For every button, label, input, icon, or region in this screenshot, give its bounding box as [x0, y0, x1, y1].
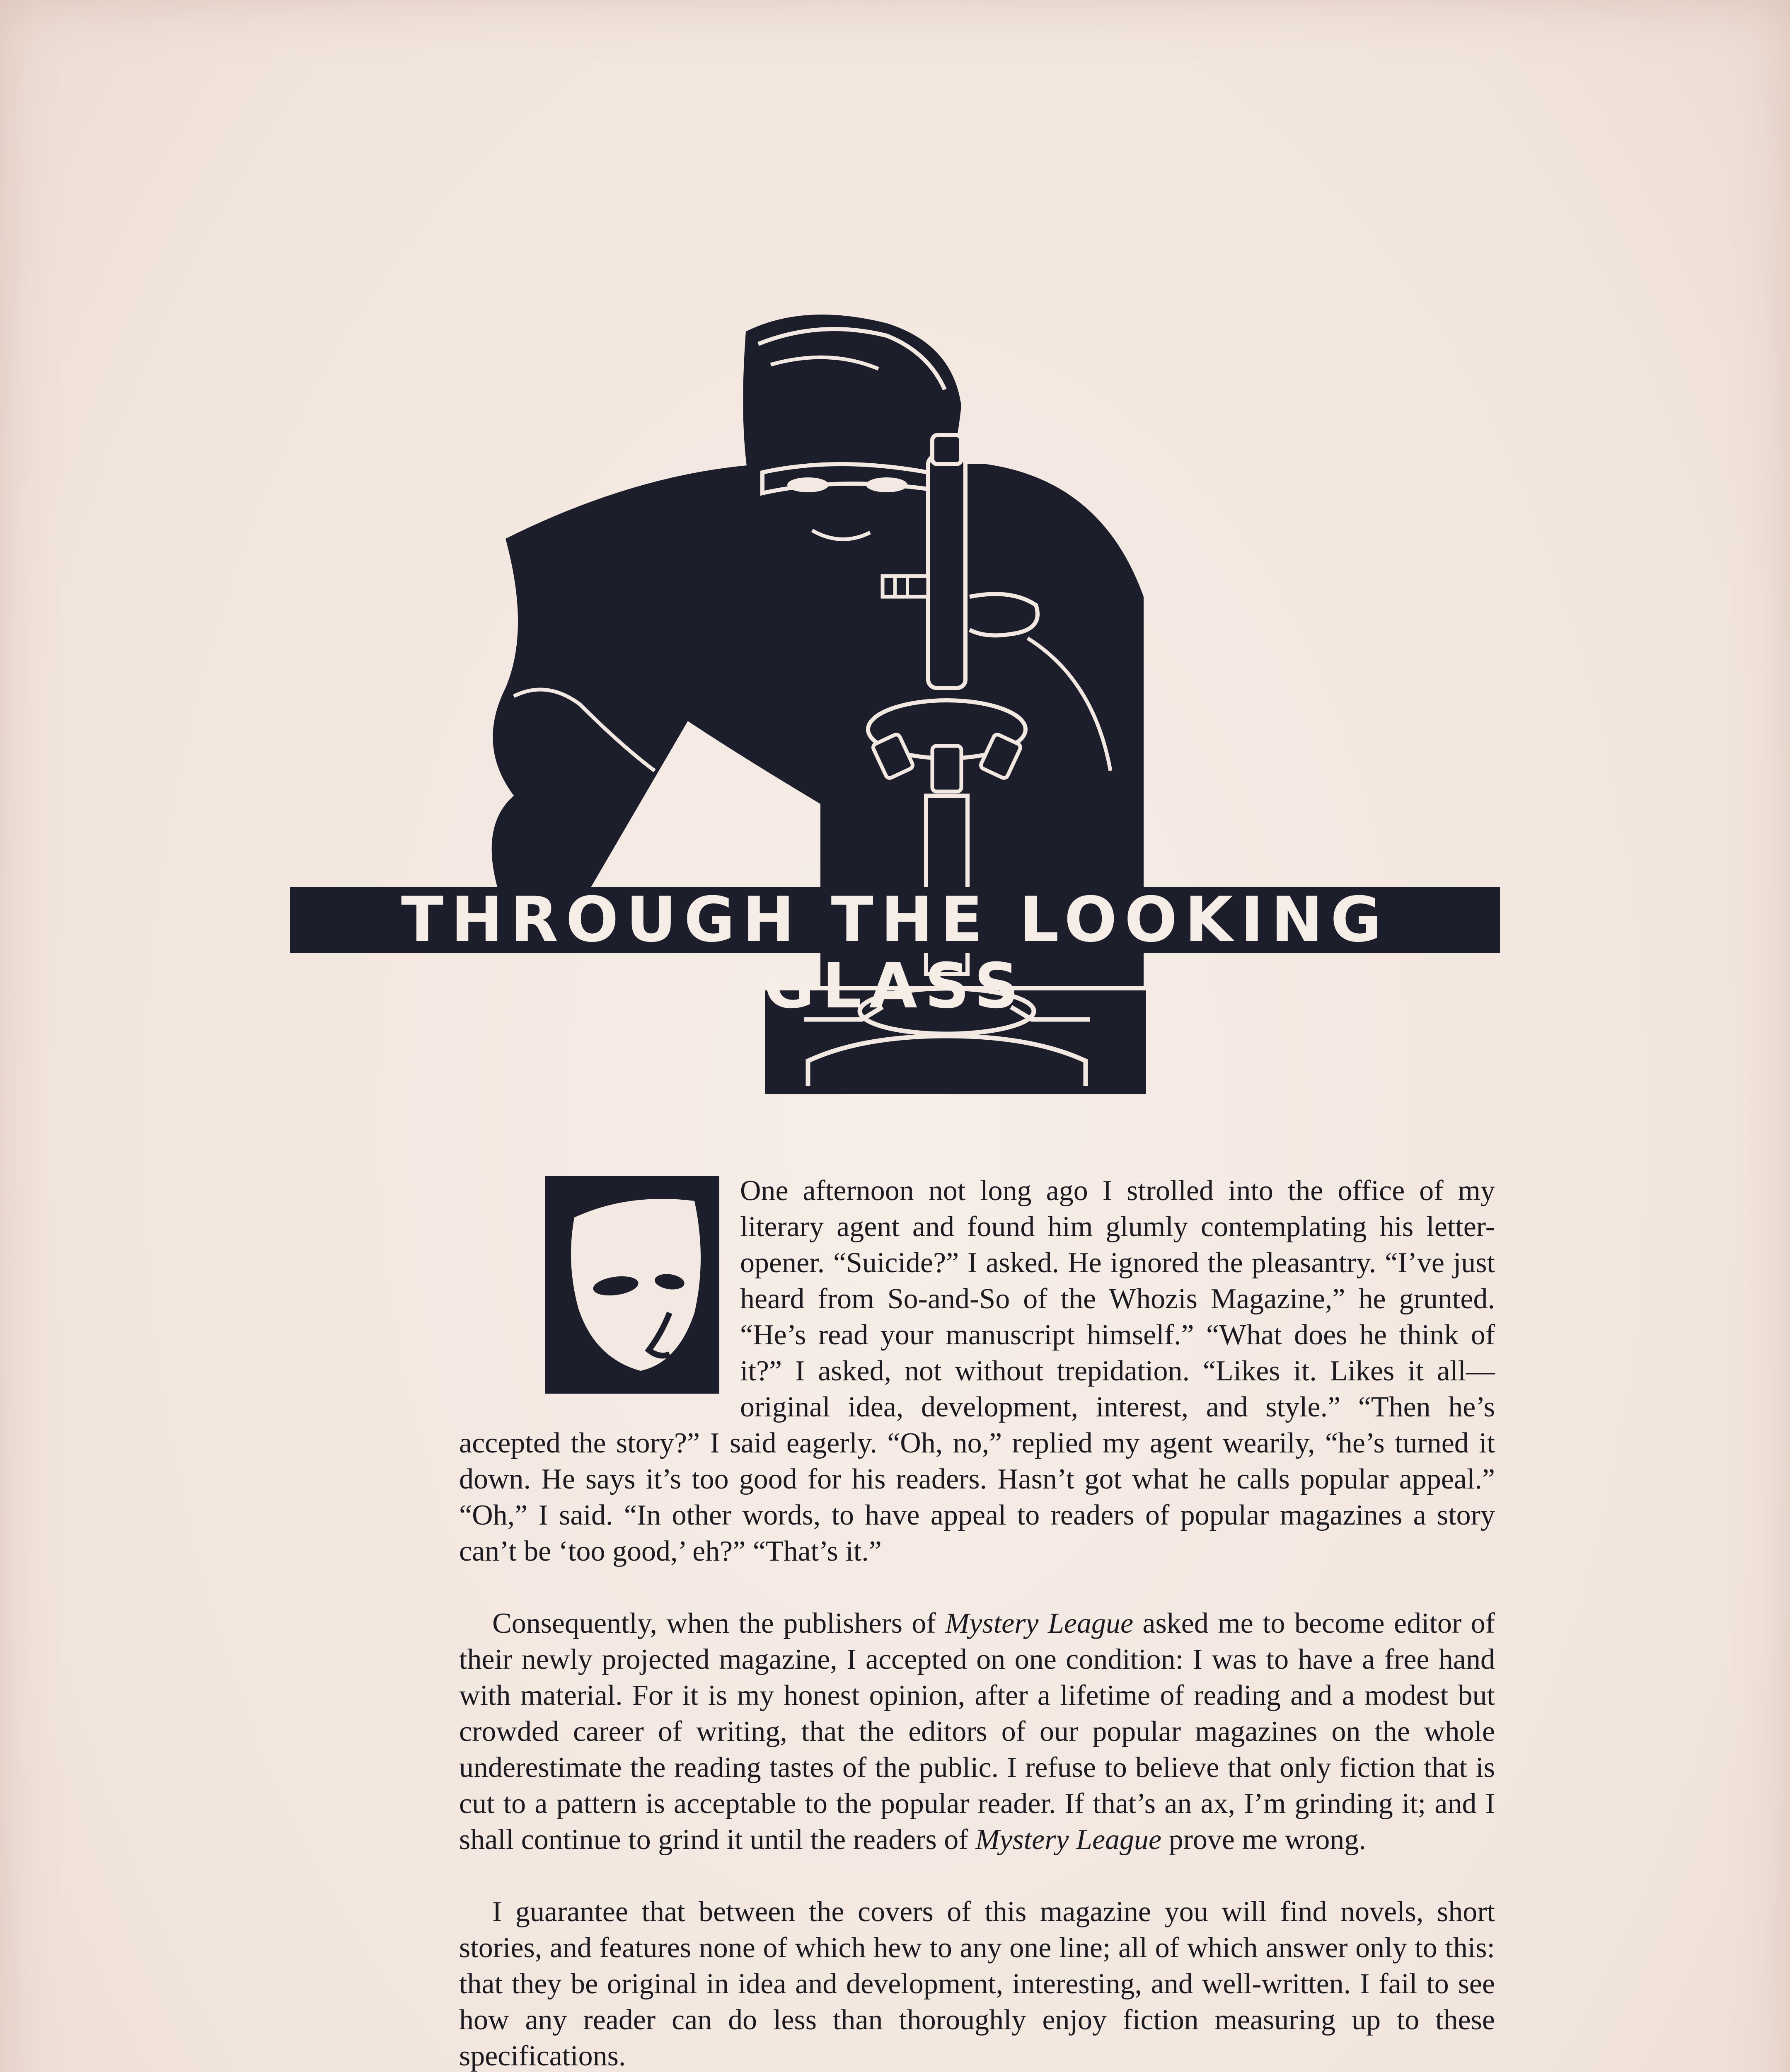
magazine-title-1: Mystery League [945, 1607, 1134, 1639]
page-title: THROUGH THE LOOKING GLASS [401, 884, 1389, 1022]
article-paragraph-2 [459, 1605, 1495, 1858]
paragraph-2-text-1: Consequently, when the publishers of [492, 1607, 946, 1639]
article-paragraph-3: I guarantee that between the covers of this magazine you will find novels, short stories, and features none of which hew to any one line; all of which answer only to this: that they be original in idea and development, interesting, and well-written. I fail to see how any reader can do less than thoroughly enjoy fiction measuring up to these specifications. [459, 1896, 1495, 2072]
article-body [459, 1173, 1495, 2072]
theater-mask-icon [545, 1176, 719, 1394]
paragraph-2-text-2: asked me to become editor of their newly projected magazine, I accepted on one condition: I was to have a free hand with material. For it is my honest opinion, after a lifetime of reading and a modest but crowded career of writing, that the editors of our popular magazines on the whole underestimate the reading tastes of the public. I refuse to believe that only fiction that is cut to a pattern is acceptable to the popular reader. If that’s an ax, I’m grinding it; and I shall continue to grind it until the readers of [459, 1607, 1495, 1856]
article-paragraph-1: One afternoon not long ago I strolled into the office of my literary agent and found him glumly contemplating his letter-opener. “Suicide?” I asked. He ignored the pleasantry. “I’ve just heard from So-and-So of the Whozis Magazine,” he grunted. “He’s read your manuscript himself.” “What does he think of it?” I asked, not without trepidation. “Likes it. Likes it all—original idea, development, interest, and style.” “Then he’s accepted the story?” I said eagerly. “Oh, no,” replied my agent wearily, “he’s turned it down. He says it’s too good for his readers. Hasn’t got what he calls popular appeal.” “Oh,” I said. “In other words, to have appeal to readers of popular magazines a story can’t be ‘too good,’ eh?” “That’s it.” [459, 1175, 1495, 1567]
magazine-title-2: Mystery League [975, 1824, 1162, 1856]
paragraph-2-text-3: prove me wrong. [1161, 1824, 1366, 1856]
